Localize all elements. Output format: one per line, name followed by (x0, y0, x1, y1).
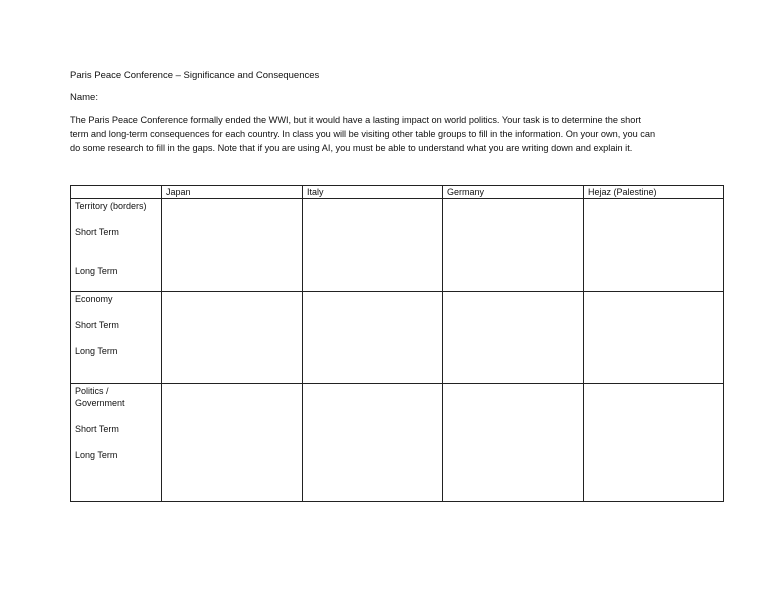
answer-cell-territory-hejaz[interactable] (584, 199, 724, 292)
answer-cell-politics-japan[interactable] (162, 384, 303, 502)
long-term-label: Long Term (75, 266, 118, 276)
row-heading-text: Economy (75, 294, 113, 304)
instructions-line: do some research to fill in the gaps. Note that if you are using AI, you must be able to understand what you are writing down and explain it. (70, 143, 633, 153)
answer-cell-territory-italy[interactable] (303, 199, 443, 292)
corner-cell (71, 186, 162, 199)
row-header-territory (71, 199, 162, 292)
answer-cell-politics-germany[interactable] (443, 384, 584, 502)
row-header-economy (71, 292, 162, 384)
column-header-hejaz: Hejaz (Palestine) (584, 186, 724, 199)
consequences-table (70, 185, 724, 502)
table-row-territory (71, 199, 724, 292)
instructions-line: The Paris Peace Conference formally ended the WWI, but it would have a lasting impact on world politics. Your task is to determine the short (70, 115, 641, 125)
column-header-germany: Germany (443, 186, 584, 199)
answer-cell-territory-germany[interactable] (443, 199, 584, 292)
answer-cell-politics-hejaz[interactable] (584, 384, 724, 502)
row-header-politics (71, 384, 162, 502)
answer-cell-economy-germany[interactable] (443, 292, 584, 384)
answer-cell-economy-hejaz[interactable] (584, 292, 724, 384)
column-header-japan: Japan (162, 186, 303, 199)
short-term-label: Short Term (75, 227, 119, 237)
short-term-label: Short Term (75, 424, 119, 434)
table-row-economy (71, 292, 724, 384)
row-heading-text: Politics / (75, 386, 109, 396)
answer-cell-territory-japan[interactable] (162, 199, 303, 292)
row-heading-text: Government (75, 398, 125, 408)
answer-cell-economy-italy[interactable] (303, 292, 443, 384)
answer-cell-economy-japan[interactable] (162, 292, 303, 384)
table-row-politics (71, 384, 724, 502)
long-term-label: Long Term (75, 450, 118, 460)
instructions-paragraph (70, 113, 710, 155)
answer-cell-politics-italy[interactable] (303, 384, 443, 502)
instructions-line: term and long-term consequences for each country. In class you will be visiting other table groups to fill in the information. On your own, you can (70, 129, 656, 139)
worksheet-title: Paris Peace Conference – Significance and Consequences (70, 70, 320, 81)
row-heading-text: Territory (borders) (75, 201, 147, 211)
short-term-label: Short Term (75, 320, 119, 330)
column-header-italy: Italy (303, 186, 443, 199)
long-term-label: Long Term (75, 346, 118, 356)
table-header-row (71, 186, 724, 199)
name-label: Name: (70, 92, 98, 103)
